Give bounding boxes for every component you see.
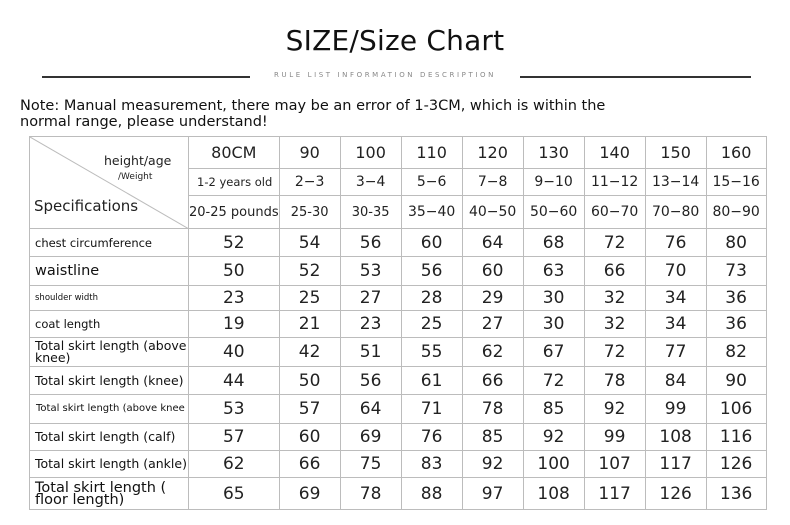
- table-row: [30, 286, 767, 311]
- row-label: chest circumference: [30, 229, 189, 257]
- size-header-cell: 150: [645, 137, 706, 169]
- age-header-cell: 3−4: [340, 169, 401, 196]
- table-cell: 67: [523, 338, 584, 367]
- table-cell: 60: [279, 424, 340, 451]
- table-cell: 66: [279, 451, 340, 478]
- table-cell: 117: [645, 451, 706, 478]
- size-header-cell: 160: [706, 137, 766, 169]
- table-cell: 66: [462, 367, 523, 395]
- table-cell: 62: [462, 338, 523, 367]
- table-cell: 99: [584, 424, 645, 451]
- table-cell: 78: [584, 367, 645, 395]
- weight-header-cell: 80−90: [706, 196, 766, 229]
- row-label: coat length: [30, 311, 189, 338]
- page-title: SIZE/Size Chart: [285, 24, 505, 57]
- table-cell: 72: [584, 338, 645, 367]
- table-cell: 126: [706, 451, 766, 478]
- table-cell: 27: [462, 311, 523, 338]
- table-cell: 30: [523, 286, 584, 311]
- table-cell: 25: [279, 286, 340, 311]
- table-cell: 116: [706, 424, 766, 451]
- table-cell: 32: [584, 286, 645, 311]
- row-label: waistline: [30, 257, 189, 286]
- table-cell: 78: [462, 395, 523, 424]
- row-label: Total skirt length (ankle): [30, 451, 189, 478]
- size-header-cell: 130: [523, 137, 584, 169]
- table-cell: 136: [706, 478, 766, 510]
- table-cell: 97: [462, 478, 523, 510]
- table-cell: 29: [462, 286, 523, 311]
- row-label: Total skirt length (knee): [30, 367, 189, 395]
- table-cell: 69: [340, 424, 401, 451]
- table-cell: 76: [645, 229, 706, 257]
- size-header-cell: 80CM: [189, 137, 280, 169]
- table-row: [30, 395, 767, 424]
- table-cell: 53: [189, 395, 280, 424]
- table-cell: 92: [523, 424, 584, 451]
- table-cell: 66: [584, 257, 645, 286]
- table-cell: 92: [584, 395, 645, 424]
- age-header-cell: 7−8: [462, 169, 523, 196]
- table-row: [30, 229, 767, 257]
- table-cell: 36: [706, 311, 766, 338]
- age-header-cell: 13−14: [645, 169, 706, 196]
- weight-header-cell: 70−80: [645, 196, 706, 229]
- table-cell: 107: [584, 451, 645, 478]
- table-cell: 82: [706, 338, 766, 367]
- table-cell: 108: [523, 478, 584, 510]
- table-cell: 53: [340, 257, 401, 286]
- weight-label: /Weight: [118, 172, 153, 182]
- table-cell: 44: [189, 367, 280, 395]
- row-label: Total skirt length ( floor length): [30, 478, 189, 510]
- size-header-cell: 100: [340, 137, 401, 169]
- table-cell: 70: [645, 257, 706, 286]
- table-cell: 28: [401, 286, 462, 311]
- table-cell: 27: [340, 286, 401, 311]
- size-header-cell: 90: [279, 137, 340, 169]
- table-cell: 55: [401, 338, 462, 367]
- age-header-cell: 5−6: [401, 169, 462, 196]
- weight-header-cell: 30-35: [340, 196, 401, 229]
- table-cell: 126: [645, 478, 706, 510]
- size-header-cell: 120: [462, 137, 523, 169]
- table-cell: 54: [279, 229, 340, 257]
- table-cell: 84: [645, 367, 706, 395]
- size-header-cell: 110: [401, 137, 462, 169]
- table-cell: 52: [189, 229, 280, 257]
- table-row: [30, 451, 767, 478]
- table-cell: 34: [645, 311, 706, 338]
- table-cell: 80: [706, 229, 766, 257]
- weight-header-cell: 50−60: [523, 196, 584, 229]
- table-cell: 57: [279, 395, 340, 424]
- age-header-cell: 11−12: [584, 169, 645, 196]
- table-row: [30, 338, 767, 367]
- table-cell: 61: [401, 367, 462, 395]
- table-cell: 34: [645, 286, 706, 311]
- height-age-label: height/age: [104, 153, 172, 168]
- table-cell: 50: [189, 257, 280, 286]
- header-row-sizes: [30, 137, 767, 169]
- table-cell: 65: [189, 478, 280, 510]
- table-cell: 85: [462, 424, 523, 451]
- table-row: [30, 367, 767, 395]
- divider-left: [42, 76, 250, 78]
- age-header-cell: 9−10: [523, 169, 584, 196]
- size-header-cell: 140: [584, 137, 645, 169]
- table-cell: 90: [706, 367, 766, 395]
- table-cell: 100: [523, 451, 584, 478]
- table-cell: 75: [340, 451, 401, 478]
- row-label: Total skirt length (above knee: [30, 395, 189, 424]
- table-cell: 99: [645, 395, 706, 424]
- table-cell: 56: [340, 367, 401, 395]
- table-cell: 30: [523, 311, 584, 338]
- table-row: [30, 311, 767, 338]
- table-cell: 76: [401, 424, 462, 451]
- rule-caption: RULE LIST INFORMATION DESCRIPTION: [274, 71, 496, 79]
- table-cell: 36: [706, 286, 766, 311]
- table-cell: 77: [645, 338, 706, 367]
- table-cell: 68: [523, 229, 584, 257]
- table-corner-cell: [30, 137, 189, 229]
- table-row: [30, 478, 767, 510]
- table-cell: 117: [584, 478, 645, 510]
- table-cell: 78: [340, 478, 401, 510]
- table-cell: 40: [189, 338, 280, 367]
- table-cell: 32: [584, 311, 645, 338]
- table-cell: 64: [340, 395, 401, 424]
- weight-header-cell: 35−40: [401, 196, 462, 229]
- divider-right: [520, 76, 751, 78]
- row-label: shoulder width: [30, 286, 189, 311]
- table-cell: 83: [401, 451, 462, 478]
- table-cell: 60: [401, 229, 462, 257]
- table-cell: 56: [401, 257, 462, 286]
- row-label: Total skirt length (calf): [30, 424, 189, 451]
- age-header-cell: 15−16: [706, 169, 766, 196]
- table-cell: 106: [706, 395, 766, 424]
- size-chart-table: [29, 136, 767, 510]
- table-row: [30, 257, 767, 286]
- table-cell: 85: [523, 395, 584, 424]
- table-cell: 23: [189, 286, 280, 311]
- weight-header-cell: 20-25 pounds: [189, 196, 280, 229]
- table-row: [30, 424, 767, 451]
- table-cell: 56: [340, 229, 401, 257]
- weight-header-cell: 40−50: [462, 196, 523, 229]
- table-cell: 60: [462, 257, 523, 286]
- table-cell: 69: [279, 478, 340, 510]
- table-cell: 19: [189, 311, 280, 338]
- table-cell: 42: [279, 338, 340, 367]
- table-cell: 92: [462, 451, 523, 478]
- table-cell: 51: [340, 338, 401, 367]
- row-label: Total skirt length (above knee): [30, 338, 189, 367]
- table-cell: 57: [189, 424, 280, 451]
- age-header-cell: 2−3: [279, 169, 340, 196]
- specifications-label: Specifications: [34, 197, 139, 215]
- table-cell: 21: [279, 311, 340, 338]
- table-cell: 64: [462, 229, 523, 257]
- table-cell: 72: [584, 229, 645, 257]
- measurement-note: Note: Manual measurement, there may be an error of 1-3CM, which is within the normal range, please understand!: [20, 98, 606, 130]
- weight-header-cell: 60−70: [584, 196, 645, 229]
- table-cell: 88: [401, 478, 462, 510]
- table-cell: 23: [340, 311, 401, 338]
- table-cell: 71: [401, 395, 462, 424]
- table-cell: 50: [279, 367, 340, 395]
- table-cell: 72: [523, 367, 584, 395]
- table-cell: 52: [279, 257, 340, 286]
- table-cell: 73: [706, 257, 766, 286]
- table-cell: 62: [189, 451, 280, 478]
- table-cell: 63: [523, 257, 584, 286]
- table-cell: 25: [401, 311, 462, 338]
- age-header-cell: 1-2 years old: [189, 169, 280, 196]
- weight-header-cell: 25-30: [279, 196, 340, 229]
- table-cell: 108: [645, 424, 706, 451]
